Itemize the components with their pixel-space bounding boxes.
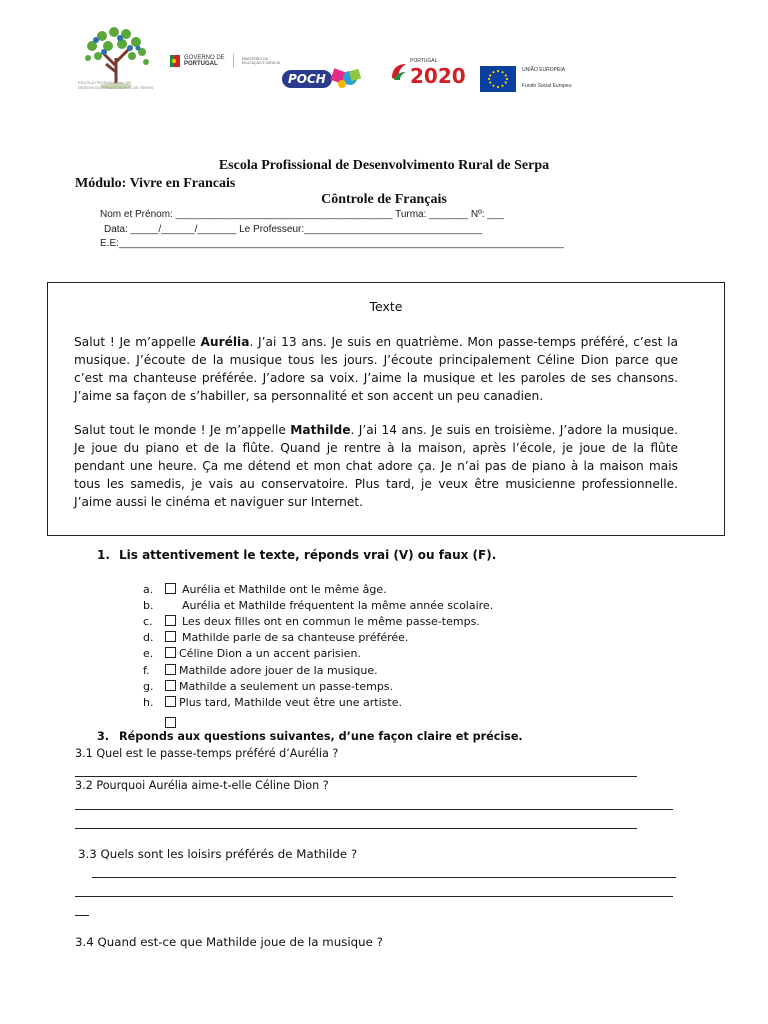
checkbox[interactable] xyxy=(165,680,176,691)
module-title: Módulo: Vivre en Francais xyxy=(75,176,236,191)
question-3-heading: 3. Réponds aux questions suivantes, d’une façon claire et précise. xyxy=(97,730,523,743)
question-3-4: 3.4 Quand est-ce que Mathilde joue de la musique ? xyxy=(75,935,383,949)
question-3-3: 3.3 Quels sont les loisirs préférés de Mathilde ? xyxy=(78,847,358,861)
name-mathilde: Mathilde xyxy=(290,423,351,437)
governo-portugal-logo xyxy=(170,54,282,68)
checkbox[interactable] xyxy=(165,717,176,728)
portugal-flag-icon xyxy=(170,55,180,67)
answer-line[interactable] xyxy=(75,809,673,810)
gov-separator xyxy=(233,54,234,68)
list-item: h. Plus tard, Mathilde veut être une artiste. xyxy=(143,696,402,709)
portugal-small-text: PORTUGAL xyxy=(410,58,438,64)
paragraph-aurelia: Salut ! Je m’appelle Aurélia. J’ai 13 ans. Je suis en quatrième. Mon passe-temps préféré, c’est la musique. J’écoute de la musique tous les jours. J’écoute principalement Céline Dion parce que c’est ma chanteuse préférée. J’adore sa voix. J’aime la musique et les paroles de ses chansons. J’aime sa façon de s’habiller, sa personnalité et son accent un peu canadien. xyxy=(74,335,678,403)
list-item: c. Les deux filles ont en commun le même passe-temps. xyxy=(143,615,480,628)
answer-line[interactable] xyxy=(75,915,89,916)
checkbox[interactable] xyxy=(165,647,176,658)
answer-line[interactable] xyxy=(75,776,637,777)
name-class-field[interactable]: Nom et Prénom: _______________________________________ Turma: _______ Nº: ___ xyxy=(100,209,504,220)
gov-line1: GOVERNO DE xyxy=(184,55,225,61)
checkbox[interactable] xyxy=(165,664,176,675)
poch-logo xyxy=(282,66,364,92)
school-title: Escola Profissional de Desenvolvimento Rural de Serpa xyxy=(218,158,550,173)
list-item: d. Mathilde parle de sa chanteuse préférée. xyxy=(143,631,409,644)
text-heading: Texte xyxy=(369,299,403,314)
answer-line[interactable] xyxy=(75,828,637,829)
paragraph-mathilde: Salut tout le monde ! Je m’appelle Mathilde. J’ai 14 ans. Je suis en troisième. J’adore la musique. Je joue du piano et de la flûte. Quand je rentre à la maison, après l’école, je joue de la flûte pendant une heure. Ça me détend et mon chat adore ça. Je n’ai pas de piano à la maison mais tous les samedis, je vais au conservatoire. Plus tard, je veux être musicienne professionnelle. J’aime aussi le cinéma et naviguer sur Internet. xyxy=(74,423,679,509)
eu-flag-icon xyxy=(480,66,516,92)
eu-line1: UNIÃO EUROPEIA xyxy=(522,67,566,73)
list-item: g. Mathilde a seulement un passe-temps. xyxy=(143,680,394,693)
name-aurelia: Aurélia xyxy=(200,335,250,349)
portugal-2020-symbol-icon xyxy=(390,60,408,82)
eu-line2: Fundo Social Europeu xyxy=(522,83,572,89)
checkbox[interactable] xyxy=(165,583,176,594)
control-title: Côntrole de Français xyxy=(321,192,447,207)
question-3-1: 3.1 Quel est le passe-temps préféré d’Aurélia ? xyxy=(75,747,339,760)
checkbox[interactable] xyxy=(165,615,176,626)
answer-line[interactable] xyxy=(75,896,673,897)
list-item: f. Mathilde adore jouer de la musique. xyxy=(143,664,378,677)
list-item: a. Aurélia et Mathilde ont le même âge. xyxy=(143,583,387,596)
list-item: b. Aurélia et Mathilde fréquentent la même année scolaire. xyxy=(143,599,494,612)
question-1-heading: 1. Lis attentivement le texte, réponds vrai (V) ou faux (F). xyxy=(97,548,497,562)
tree-logo-caption: ESCOLA PROFISSIONAL DE DESENVOLVIMENTO RURAL DE SERPA xyxy=(78,80,154,90)
ministry-name: MINISTÉRIO DA EDUCAÇÃO E CIÊNCIA xyxy=(241,57,280,65)
answer-line[interactable] xyxy=(92,877,676,878)
p2020-text: 2020 xyxy=(410,64,466,88)
question-3-2: 3.2 Pourquoi Aurélia aime-t-elle Céline Dion ? xyxy=(75,779,329,792)
checkbox[interactable] xyxy=(165,696,176,707)
ee-field[interactable]: E.E:________________________________________________________________________________ xyxy=(100,238,564,249)
reading-text-box xyxy=(47,282,725,536)
poch-shapes-icon xyxy=(328,66,364,92)
gov-line2: PORTUGAL xyxy=(184,61,218,67)
portugal-2020-logo xyxy=(390,56,466,86)
checkbox[interactable] xyxy=(165,631,176,642)
list-item: e. Céline Dion a un accent parisien. xyxy=(143,647,361,660)
poch-text: POCH xyxy=(282,70,332,88)
eu-logo xyxy=(480,66,571,92)
date-teacher-field[interactable]: Data: _____/______/_______ Le Professeur:________________________________ xyxy=(104,224,483,235)
